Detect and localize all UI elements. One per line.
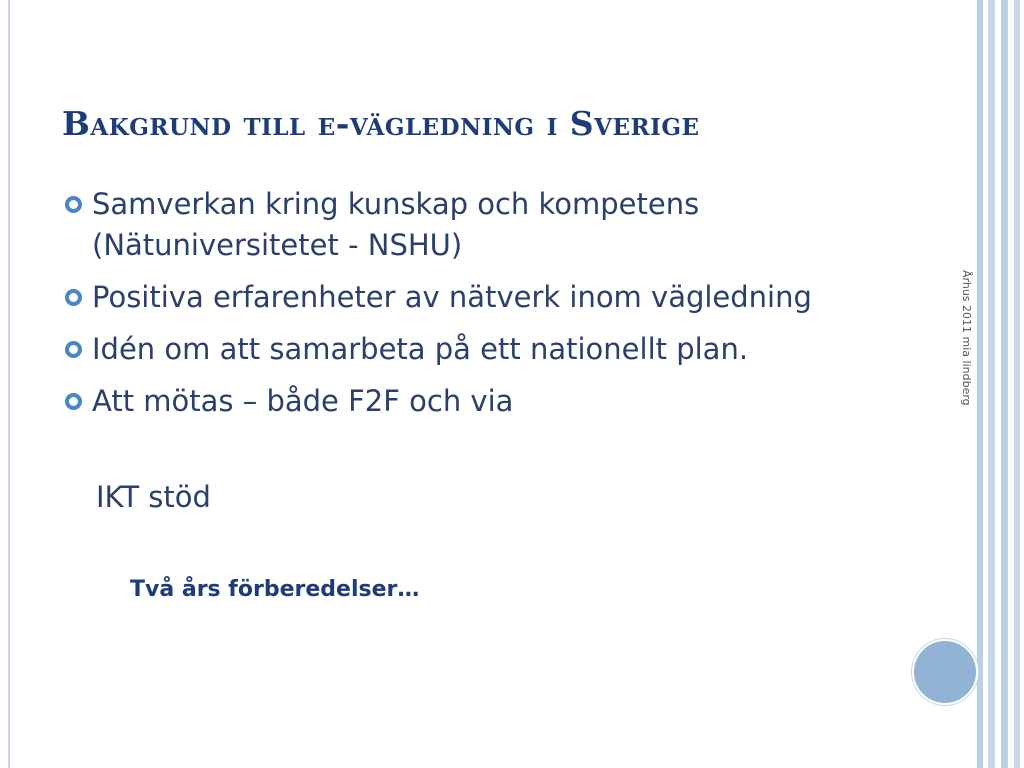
left-border-line [8,0,10,768]
bullet-text: Idén om att samarbeta på ett nationellt plan. [92,332,749,366]
slide-title: Bakgrund till e-vägledning i Sverige [62,104,700,143]
bullet-item [64,329,864,370]
bullet-item [64,184,864,266]
vertical-footer-text: Århus 2011 mia lindberg [960,270,973,406]
right-decorative-stripes [977,0,1024,768]
bullet-text: Att mötas – både F2F och via [92,384,514,418]
ring-bullet-icon [65,341,82,358]
ring-bullet-icon [65,289,82,306]
decorative-circle-icon [912,639,978,705]
ring-bullet-icon [65,196,82,213]
bullet-list [64,184,864,433]
bullet-text: Positiva erfarenheter av nätverk inom vägledning [92,280,812,314]
bullet-item [64,381,864,422]
ring-bullet-icon [65,393,82,410]
bullet-item [64,277,864,318]
bullet-continuation-text: IKT stöd [96,480,211,514]
preparation-note: Två års förberedelser… [130,577,420,602]
bullet-text: Samverkan kring kunskap och kompetens (Nätuniversitetet - NSHU) [92,187,700,262]
